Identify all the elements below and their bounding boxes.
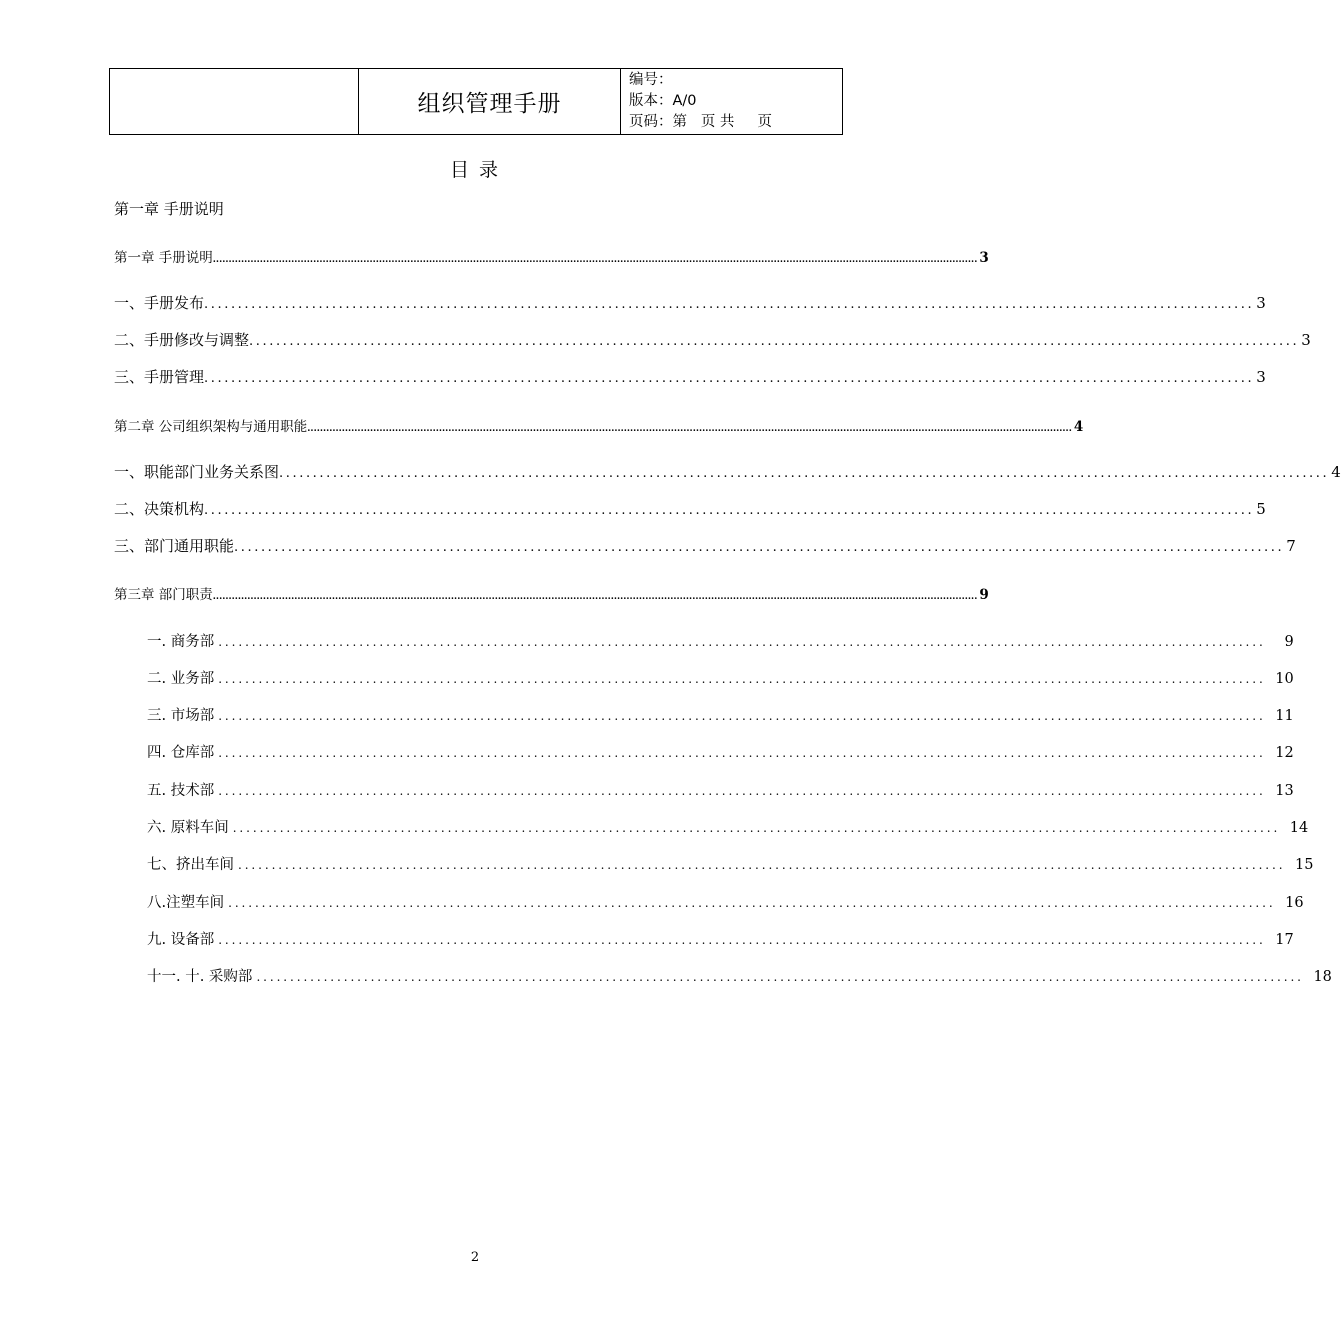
toc-dot-leader: ............................................................................................................................................................: [218, 709, 1266, 723]
toc-department[interactable]: [147, 779, 1294, 800]
toc-entry-page: 9: [1284, 634, 1294, 650]
toc-entry-label: 四. 仓库部: [147, 745, 215, 761]
toc-entry-label: 八.注塑车间: [147, 895, 225, 911]
toc-entry-page: 10: [1275, 671, 1294, 687]
toc-entry-page: 17: [1275, 932, 1294, 948]
toc-entry-page: 4: [1331, 463, 1341, 481]
toc-section[interactable]: [114, 535, 1296, 556]
toc-entry-label: 二、决策机构: [114, 500, 205, 518]
toc-entry-page: 4: [1073, 419, 1084, 435]
toc-entry-page: 3: [979, 250, 989, 266]
toc-entry-label: 七、挤出车间: [147, 857, 234, 873]
toc-section[interactable]: [114, 366, 1266, 387]
toc-section[interactable]: [114, 329, 1311, 350]
toc-dot-leader: ............................................................................................................................................................: [228, 896, 1276, 910]
toc-entry-label: 一. 商务部: [147, 634, 215, 650]
toc-entry-label: 三、手册管理: [114, 368, 205, 386]
toc-dot-leader: ............................................................................................................................................................: [232, 821, 1281, 835]
document-page-info: 页码：第 页 共 页: [629, 114, 772, 130]
toc-entry-label: 第三章 部门职责: [114, 587, 213, 603]
page-number: 2: [470, 1250, 480, 1265]
toc-entry-page: 15: [1295, 857, 1314, 873]
toc-entry-page: 16: [1285, 895, 1304, 911]
toc-entry-page: 11: [1275, 708, 1294, 724]
toc-dot-leader: ....................................................................................................................................................................................................................................................: [212, 255, 978, 265]
toc-department[interactable]: [147, 667, 1294, 688]
toc-entry-label: 第一章 手册说明: [114, 250, 213, 266]
toc-section[interactable]: [114, 461, 1341, 482]
toc-dot-leader: ....................................................................................................................................................................................................................................................: [212, 592, 978, 602]
toc-department[interactable]: [147, 853, 1314, 874]
toc-department[interactable]: [147, 704, 1294, 725]
toc-entry-page: 7: [1286, 537, 1296, 555]
toc-entry-page: 3: [1301, 331, 1311, 349]
toc-intro: 第一章 手册说明: [114, 200, 224, 218]
toc-chapter-1[interactable]: [114, 246, 989, 266]
toc-dot-leader: ............................................................................................................................................................: [256, 970, 1304, 984]
document-title: 组织管理手册: [359, 69, 621, 135]
toc-entry-label: 三、部门通用职能: [114, 537, 235, 555]
toc-dot-leader: ............................................................................................................................................................: [218, 746, 1266, 760]
toc-chapter-2[interactable]: [114, 415, 1084, 435]
toc-dot-leader: ....................................................................................................................................................................................................................................................: [307, 424, 1072, 434]
toc-entry-label: 六. 原料车间: [147, 820, 229, 836]
toc-entry-label: 九. 设备部: [147, 932, 215, 948]
toc-dot-leader: ............................................................................................................................................................: [279, 466, 1330, 481]
toc-entry-label: 五. 技术部: [147, 783, 215, 799]
toc-entry-page: 12: [1275, 745, 1294, 761]
toc-dot-leader: ............................................................................................................................................................: [204, 297, 1255, 312]
document-version: 版本：A/0: [629, 93, 697, 109]
toc-dot-leader: ............................................................................................................................................................: [218, 635, 1266, 649]
toc-department[interactable]: [147, 891, 1304, 912]
toc-entry-label: 十一. 十. 采购部: [147, 969, 253, 985]
toc-entry-page: 14: [1289, 820, 1309, 836]
toc-chapter-3[interactable]: [114, 583, 989, 603]
toc-entry-label: 三. 市场部: [147, 708, 215, 724]
toc-dot-leader: ............................................................................................................................................................: [249, 334, 1300, 349]
document-meta: [621, 69, 843, 135]
toc-dot-leader: ............................................................................................................................................................: [204, 503, 1255, 518]
toc-department[interactable]: [147, 965, 1332, 986]
document-header: [109, 68, 843, 135]
toc-entry-page: 18: [1313, 969, 1332, 985]
toc-entry-label: 二、手册修改与调整: [114, 331, 250, 349]
toc-entry-page: 5: [1256, 500, 1266, 518]
toc-section[interactable]: [114, 292, 1266, 313]
header-logo-cell: [110, 69, 359, 135]
toc-section[interactable]: [114, 498, 1266, 519]
toc-department[interactable]: [147, 741, 1294, 762]
toc-entry-label: 一、手册发布: [114, 294, 205, 312]
toc-department[interactable]: [147, 630, 1294, 651]
document-code: 编号：: [629, 72, 673, 88]
toc-dot-leader: ............................................................................................................................................................: [218, 933, 1266, 947]
toc-entry-page: 3: [1256, 294, 1266, 312]
toc-entry-page: 3: [1256, 368, 1266, 386]
toc-department[interactable]: [147, 928, 1294, 949]
toc-dot-leader: ............................................................................................................................................................: [204, 371, 1255, 386]
toc-department[interactable]: [147, 816, 1309, 837]
toc-entry-page: 9: [979, 587, 989, 603]
toc-dot-leader: ............................................................................................................................................................: [218, 784, 1266, 798]
toc-entry-label: 一、职能部门业务关系图: [114, 463, 280, 481]
toc-dot-leader: ............................................................................................................................................................: [218, 672, 1266, 686]
toc-dot-leader: ............................................................................................................................................................: [234, 540, 1285, 555]
toc-entry-label: 第二章 公司组织架构与通用职能: [114, 419, 308, 435]
toc-entry-page: 13: [1275, 783, 1294, 799]
toc-heading: 目 录: [449, 159, 501, 181]
toc-entry-label: 二. 业务部: [147, 671, 215, 687]
toc-dot-leader: ............................................................................................................................................................: [238, 858, 1286, 872]
